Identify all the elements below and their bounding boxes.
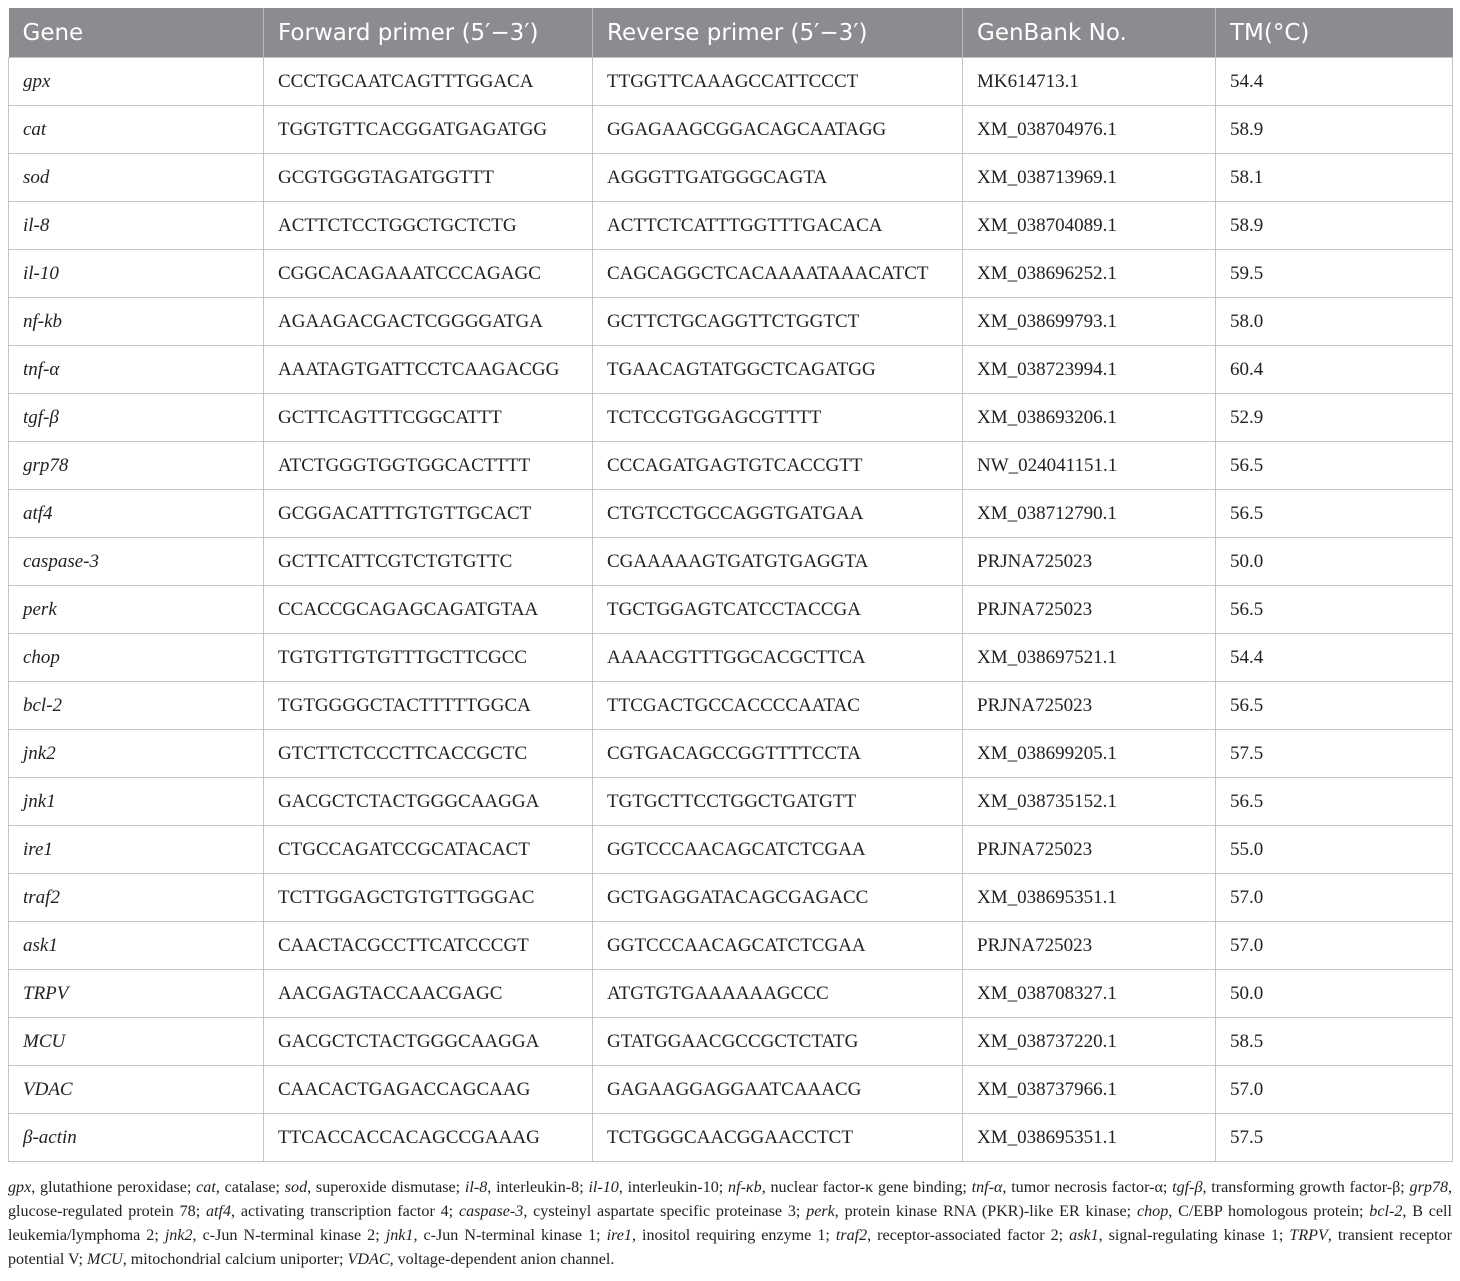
- footnote-abbreviation: TRPV: [1289, 1227, 1328, 1244]
- tm-cell: 52.9: [1216, 394, 1453, 442]
- reverse-primer-cell: CGTGACAGCCGGTTTTCCTA: [593, 730, 963, 778]
- forward-primer-cell: ATCTGGGTGGTGGCACTTTT: [264, 442, 593, 490]
- tm-cell: 50.0: [1216, 970, 1453, 1018]
- footnote-abbreviation: gpx: [8, 1179, 32, 1196]
- forward-primer-cell: GCTTCAGTTTCGGCATTT: [264, 394, 593, 442]
- tm-cell: 58.1: [1216, 154, 1453, 202]
- reverse-primer-cell: AAAACGTTTGGCACGCTTCA: [593, 634, 963, 682]
- primer-table-container: [8, 8, 1452, 1162]
- footnote-abbreviation: atf4: [205, 1203, 232, 1220]
- forward-primer-cell: AGAAGACGACTCGGGGATGA: [264, 298, 593, 346]
- table-header-row: [9, 8, 1453, 58]
- forward-primer-cell: GCGGACATTTGTGTTGCACT: [264, 490, 593, 538]
- footnote-definition: , interleukin-10;: [618, 1179, 729, 1196]
- table-row: [9, 970, 1453, 1018]
- footnote-definition: , c-Jun N-terminal kinase 1;: [413, 1227, 607, 1244]
- table-row: [9, 682, 1453, 730]
- gene-cell: jnk2: [9, 730, 264, 778]
- genbank-cell: XM_038704089.1: [963, 202, 1216, 250]
- gene-cell: caspase-3: [9, 538, 264, 586]
- table-row: [9, 586, 1453, 634]
- gene-cell: gpx: [9, 58, 264, 106]
- table-row: [9, 730, 1453, 778]
- footnote-abbreviation: jnk2: [164, 1227, 193, 1244]
- genbank-cell: PRJNA725023: [963, 826, 1216, 874]
- gene-cell: β-actin: [9, 1114, 264, 1162]
- table-row: [9, 538, 1453, 586]
- forward-primer-cell: CCACCGCAGAGCAGATGTAA: [264, 586, 593, 634]
- primer-table: [8, 8, 1453, 1162]
- gene-cell: VDAC: [9, 1066, 264, 1114]
- genbank-cell: NW_024041151.1: [963, 442, 1216, 490]
- tm-cell: 58.5: [1216, 1018, 1453, 1066]
- footnote-definition: , glucose-regulated protein 78;: [8, 1179, 1453, 1220]
- tm-cell: 56.5: [1216, 586, 1453, 634]
- genbank-cell: XM_038695351.1: [963, 1114, 1216, 1162]
- reverse-primer-cell: ATGTGTGAAAAAAGCCC: [593, 970, 963, 1018]
- tm-cell: 58.0: [1216, 298, 1453, 346]
- gene-cell: ire1: [9, 826, 264, 874]
- table-footnote: [8, 1176, 1452, 1272]
- genbank-cell: XM_038696252.1: [963, 250, 1216, 298]
- reverse-primer-cell: TGAACAGTATGGCTCAGATGG: [593, 346, 963, 394]
- forward-primer-cell: AACGAGTACCAACGAGC: [264, 970, 593, 1018]
- header-gene: Gene: [9, 8, 264, 58]
- reverse-primer-cell: GGAGAAGCGGACAGCAATAGG: [593, 106, 963, 154]
- reverse-primer-cell: TTGGTTCAAAGCCATTCCCT: [593, 58, 963, 106]
- genbank-cell: XM_038735152.1: [963, 778, 1216, 826]
- footnote-definition: , tumor necrosis factor-α;: [1002, 1179, 1173, 1196]
- footnote-abbreviation: il-8: [464, 1179, 488, 1196]
- footnote-abbreviation: tnf-α: [971, 1179, 1003, 1196]
- footnote-definition: , receptor-associated factor 2;: [867, 1227, 1070, 1244]
- footnote-abbreviation: MCU: [86, 1251, 123, 1268]
- footnote-definition: , c-Jun N-terminal kinase 2;: [192, 1227, 386, 1244]
- genbank-cell: PRJNA725023: [963, 682, 1216, 730]
- header-genbank-no: GenBank No.: [963, 8, 1216, 58]
- tm-cell: 57.5: [1216, 1114, 1453, 1162]
- gene-cell: atf4: [9, 490, 264, 538]
- reverse-primer-cell: GCTGAGGATACAGCGAGACC: [593, 874, 963, 922]
- gene-cell: sod: [9, 154, 264, 202]
- header-forward-primer: Forward primer (5′−3′): [264, 8, 593, 58]
- forward-primer-cell: GTCTTCTCCCTTCACCGCTC: [264, 730, 593, 778]
- reverse-primer-cell: TTCGACTGCCACCCCAATAC: [593, 682, 963, 730]
- tm-cell: 56.5: [1216, 490, 1453, 538]
- table-row: [9, 634, 1453, 682]
- tm-cell: 57.0: [1216, 874, 1453, 922]
- footnote-definition: , interleukin-8;: [487, 1179, 589, 1196]
- footnote-abbreviation: grp78: [1409, 1179, 1448, 1196]
- forward-primer-cell: GCTTCATTCGTCTGTGTTC: [264, 538, 593, 586]
- gene-cell: il-10: [9, 250, 264, 298]
- reverse-primer-cell: GGTCCCAACAGCATCTCGAA: [593, 922, 963, 970]
- reverse-primer-cell: GTATGGAACGCCGCTCTATG: [593, 1018, 963, 1066]
- genbank-cell: PRJNA725023: [963, 922, 1216, 970]
- genbank-cell: XM_038697521.1: [963, 634, 1216, 682]
- footnote-definition: , protein kinase RNA (PKR)-like ER kinase;: [834, 1203, 1137, 1220]
- genbank-cell: XM_038704976.1: [963, 106, 1216, 154]
- gene-cell: il-8: [9, 202, 264, 250]
- forward-primer-cell: CAACTACGCCTTCATCCCGT: [264, 922, 593, 970]
- gene-cell: bcl-2: [9, 682, 264, 730]
- footnote-abbreviation: caspase-3: [458, 1203, 524, 1220]
- footnote-abbreviation: bcl-2: [1369, 1203, 1403, 1220]
- reverse-primer-cell: AGGGTTGATGGGCAGTA: [593, 154, 963, 202]
- genbank-cell: XM_038699205.1: [963, 730, 1216, 778]
- table-row: [9, 346, 1453, 394]
- footnote-abbreviation: ask1: [1069, 1227, 1099, 1244]
- footnote-definition: , glutathione peroxidase;: [31, 1179, 197, 1196]
- table-row: [9, 922, 1453, 970]
- table-row: [9, 874, 1453, 922]
- genbank-cell: PRJNA725023: [963, 538, 1216, 586]
- footnote-definition: , C/EBP homologous protein;: [1168, 1203, 1370, 1220]
- reverse-primer-cell: TCTCCGTGGAGCGTTTT: [593, 394, 963, 442]
- tm-cell: 55.0: [1216, 826, 1453, 874]
- footnote-definition: , inositol requiring enzyme 1;: [631, 1227, 836, 1244]
- reverse-primer-cell: TCTGGGCAACGGAACCTCT: [593, 1114, 963, 1162]
- table-row: [9, 442, 1453, 490]
- forward-primer-cell: CCCTGCAATCAGTTTGGACA: [264, 58, 593, 106]
- footnote-abbreviation: jnk1: [385, 1227, 414, 1244]
- reverse-primer-cell: TGCTGGAGTCATCCTACCGA: [593, 586, 963, 634]
- gene-cell: traf2: [9, 874, 264, 922]
- gene-cell: TRPV: [9, 970, 264, 1018]
- footnote-definition: , cysteinyl aspartate specific proteinase 3;: [523, 1203, 807, 1220]
- table-row: [9, 1066, 1453, 1114]
- footnote-abbreviation: sod: [284, 1179, 308, 1196]
- gene-cell: tgf-β: [9, 394, 264, 442]
- table-row: [9, 1018, 1453, 1066]
- forward-primer-cell: TGTGTTGTGTTTGCTTCGCC: [264, 634, 593, 682]
- reverse-primer-cell: CTGTCCTGCCAGGTGATGAA: [593, 490, 963, 538]
- table-row: [9, 826, 1453, 874]
- footnote-abbreviation: chop: [1136, 1203, 1169, 1220]
- gene-cell: cat: [9, 106, 264, 154]
- forward-primer-cell: CAACACTGAGACCAGCAAG: [264, 1066, 593, 1114]
- gene-cell: tnf-α: [9, 346, 264, 394]
- table-row: [9, 106, 1453, 154]
- forward-primer-cell: TGGTGTTCACGGATGAGATGG: [264, 106, 593, 154]
- genbank-cell: XM_038723994.1: [963, 346, 1216, 394]
- genbank-cell: XM_038737966.1: [963, 1066, 1216, 1114]
- footnote-definition: , transforming growth factor-β;: [1202, 1179, 1410, 1196]
- tm-cell: 60.4: [1216, 346, 1453, 394]
- gene-cell: jnk1: [9, 778, 264, 826]
- genbank-cell: XM_038712790.1: [963, 490, 1216, 538]
- tm-cell: 56.5: [1216, 682, 1453, 730]
- footnote-definition: , mitochondrial calcium uniporter;: [122, 1251, 348, 1268]
- reverse-primer-cell: GCTTCTGCAGGTTCTGGTCT: [593, 298, 963, 346]
- table-row: [9, 394, 1453, 442]
- forward-primer-cell: GACGCTCTACTGGGCAAGGA: [264, 778, 593, 826]
- gene-cell: MCU: [9, 1018, 264, 1066]
- tm-cell: 54.4: [1216, 634, 1453, 682]
- forward-primer-cell: ACTTCTCCTGGCTGCTCTG: [264, 202, 593, 250]
- footnote-abbreviation: il-10: [588, 1179, 619, 1196]
- table-row: [9, 58, 1453, 106]
- tm-cell: 57.0: [1216, 922, 1453, 970]
- footnote-definition: , activating transcription factor 4;: [231, 1203, 459, 1220]
- forward-primer-cell: GACGCTCTACTGGGCAAGGA: [264, 1018, 593, 1066]
- tm-cell: 54.4: [1216, 58, 1453, 106]
- forward-primer-cell: TCTTGGAGCTGTGTTGGGAC: [264, 874, 593, 922]
- forward-primer-cell: GCGTGGGTAGATGGTTT: [264, 154, 593, 202]
- genbank-cell: XM_038695351.1: [963, 874, 1216, 922]
- reverse-primer-cell: GGTCCCAACAGCATCTCGAA: [593, 826, 963, 874]
- footnote-definition: , catalase;: [215, 1179, 285, 1196]
- genbank-cell: XM_038708327.1: [963, 970, 1216, 1018]
- table-body: [9, 58, 1453, 1162]
- tm-cell: 59.5: [1216, 250, 1453, 298]
- footnote-abbreviation: perk: [806, 1203, 835, 1220]
- reverse-primer-cell: CAGCAGGCTCACAAAATAAACATCT: [593, 250, 963, 298]
- table-row: [9, 778, 1453, 826]
- gene-cell: perk: [9, 586, 264, 634]
- genbank-cell: XM_038737220.1: [963, 1018, 1216, 1066]
- reverse-primer-cell: GAGAAGGAGGAATCAAACG: [593, 1066, 963, 1114]
- footnote-abbreviation: VDAC: [347, 1251, 390, 1268]
- forward-primer-cell: AAATAGTGATTCCTCAAGACGG: [264, 346, 593, 394]
- footnote-definition: , transient receptor potential V;: [8, 1227, 1453, 1268]
- forward-primer-cell: CTGCCAGATCCGCATACACT: [264, 826, 593, 874]
- tm-cell: 50.0: [1216, 538, 1453, 586]
- gene-cell: nf-kb: [9, 298, 264, 346]
- genbank-cell: XM_038693206.1: [963, 394, 1216, 442]
- genbank-cell: PRJNA725023: [963, 586, 1216, 634]
- genbank-cell: XM_038699793.1: [963, 298, 1216, 346]
- footnote-abbreviation: ire1: [606, 1227, 632, 1244]
- table-row: [9, 154, 1453, 202]
- reverse-primer-cell: ACTTCTCATTTGGTTTGACACA: [593, 202, 963, 250]
- genbank-cell: MK614713.1: [963, 58, 1216, 106]
- tm-cell: 58.9: [1216, 202, 1453, 250]
- tm-cell: 56.5: [1216, 778, 1453, 826]
- forward-primer-cell: CGGCACAGAAATCCCAGAGC: [264, 250, 593, 298]
- tm-cell: 57.5: [1216, 730, 1453, 778]
- reverse-primer-cell: TGTGCTTCCTGGCTGATGTT: [593, 778, 963, 826]
- header-reverse-primer: Reverse primer (5′−3′): [593, 8, 963, 58]
- gene-cell: chop: [9, 634, 264, 682]
- footnote-definition: , superoxide dismutase;: [307, 1179, 465, 1196]
- tm-cell: 58.9: [1216, 106, 1453, 154]
- genbank-cell: XM_038713969.1: [963, 154, 1216, 202]
- gene-cell: ask1: [9, 922, 264, 970]
- table-row: [9, 250, 1453, 298]
- header-tm: TM(°C): [1216, 8, 1453, 58]
- footnote-abbreviation: traf2: [835, 1227, 868, 1244]
- table-row: [9, 490, 1453, 538]
- table-row: [9, 202, 1453, 250]
- reverse-primer-cell: CGAAAAAGTGATGTGAGGTA: [593, 538, 963, 586]
- gene-cell: grp78: [9, 442, 264, 490]
- footnote-abbreviation: cat: [196, 1179, 216, 1196]
- forward-primer-cell: TGTGGGGCTACTTTTTGGCA: [264, 682, 593, 730]
- tm-cell: 57.0: [1216, 1066, 1453, 1114]
- forward-primer-cell: TTCACCACCACAGCCGAAAG: [264, 1114, 593, 1162]
- reverse-primer-cell: CCCAGATGAGTGTCACCGTT: [593, 442, 963, 490]
- footnote-definition: , B cell leukemia/lymphoma 2;: [8, 1203, 1452, 1244]
- footnote-abbreviation: nf-κb: [728, 1179, 762, 1196]
- footnote-definition: , signal-regulating kinase 1;: [1098, 1227, 1290, 1244]
- footnote-definition: , voltage-dependent anion channel.: [389, 1251, 615, 1268]
- tm-cell: 56.5: [1216, 442, 1453, 490]
- table-row: [9, 1114, 1453, 1162]
- footnote-abbreviation: tgf-β: [1172, 1179, 1203, 1196]
- footnote-definition: , nuclear factor-κ gene binding;: [761, 1179, 972, 1196]
- table-row: [9, 298, 1453, 346]
